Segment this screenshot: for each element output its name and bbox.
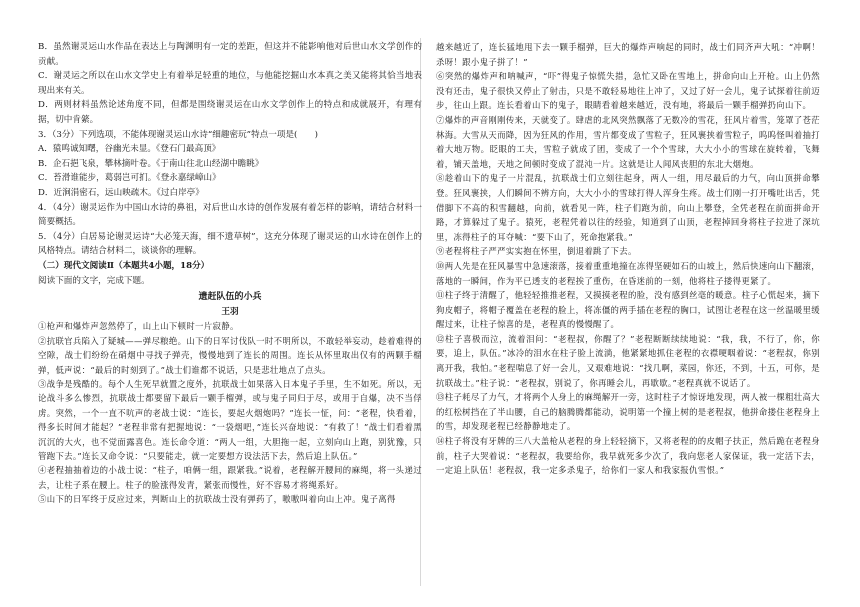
right-column: [436, 40, 820, 478]
option-b: B．虽然谢灵运山水作品在表达上与陶渊明有一定的差距，但这并不能影响他对后世山水文学创作的贡献。: [38, 42, 422, 67]
section-heading: （二）现代文阅读Ⅱ（本题共4小题，18分）: [38, 260, 210, 271]
story-paragraph: ⑪柱子终于清醒了，他轻轻推推老程，又摸摸老程的脸，没有感到丝毫的暖意。柱子心慌起来，摘下狗皮帽子，将帽子覆盖在老程的脸上，将冻僵的两手插在老程的胸口，试图让老程在这一丝温暖里缓醒过来，让柱子惊喜的是，老程真的慢慢醒了。: [436, 290, 820, 330]
option-c: C．谢灵运之所以在山水文学史上有着举足轻重的地位，与他能挖掘山水本真之美又能将其恰当地表现出来有关。: [38, 71, 422, 96]
story-paragraph: 越来越近了，连长猛地甩下去一颗手榴弹，巨大的爆炸声响起的同时，战士们同齐声大吼：“冲啊！杀呀！跟小鬼子拼了！”: [436, 42, 820, 67]
q3-option-b: B．企石挹飞泉，攀林摘叶卷。《于南山往北山经湖中瞻眺》: [38, 158, 264, 169]
story-paragraph: ⑦爆炸的声音刚刚传来，天就变了。肆虐的北风突然飘落了无数冷的雪花，狂风片着雪，笼罩了苍茫林海。大雪从天而降，因为狂风的作用，雪片都变成了雪粒子，狂风裹挟着雪粒子，呜呜怪叫着抽打着大地万物。眨眼的工夫，雪粒子就成了团，变成了一个个雪球，大大小小的雪球在旋转着，飞舞着，铺天盖地，天地之间顿时变成了混沌一片。这就是让人闻风丧胆的东北大烟炮。: [436, 114, 820, 169]
reading-instruction: 阅读下面的文字，完成下题。: [38, 275, 150, 286]
option-d: D．两则材料虽然论述角度不同，但都是围绕谢灵运在山水文学创作上的特点和成就展开，有理有据，切中肯綮。: [38, 100, 422, 125]
q3-option-a: A．猿鸣诚知曙，谷幽光未显。《登石门最高顶》: [38, 144, 221, 155]
story-title: 遗赶队伍的小兵: [198, 292, 262, 303]
question-3: 3．（3分）下列选项，不能体现谢灵运山水诗“细趣密玩”特点一项是( ): [38, 129, 318, 140]
story-paragraph: ②抗联官兵陷入了疑城——弹尽粮绝。山下的日军讨伐队一时不明所以，不敢轻举妄动，趁着难得的空隙，战士们纷纷在硝烟中寻找子弹壳，慢慢地到了连长的周围。连长从怀里取出仅有的两颗手榴弹，低声说：“最后的时刻到了。”战士们谁都不说话，只是悲壮地点了点头。: [38, 335, 422, 375]
left-column: [38, 40, 422, 507]
story-paragraph: ①枪声和爆炸声忽然停了，山上山下顿时一片寂静。: [38, 321, 239, 332]
q3-option-d: D．近涧涓密石，远山映疏木。《过白岸亭》: [38, 187, 204, 198]
story-body: [38, 319, 422, 506]
story-author: 王羽: [221, 306, 239, 317]
story-paragraph: ④老程抽抽着边的小战士说：“柱子，咱俩一组，跟紧我。”说着，老程解开腰间的麻绳，将一头递过去，让柱子系在腰上。柱子的脸涨得发青，紧张而慢性，好不容易才将绳系好。: [38, 465, 422, 490]
question-5: 5．（4分）白居易论谢灵运诗“大必笼天海，细不遗草树”，这充分体现了谢灵运的山水诗在创作上的风格特点。请结合材料二，谈谈你的理解。: [38, 231, 422, 257]
story-paragraph: ⑨老程将柱子严严实实抱在怀里，倒退着跳了下去。: [436, 246, 637, 257]
question-4: 4．（4分）谢灵运作为中国山水诗的鼻祖，对后世山水诗的创作发展有着怎样的影响，请结合材料一简要概括。: [38, 202, 422, 228]
story-paragraph: ⑩两人先是在狂风暴雪中急速滚落，接着重重地撞在冻得坚硬如石的山坡上，然后快速向山下翻滚，落地的一瞬间，作为平已透支的老程挨了重伤，在昏迷前的一刻，他将柱子搂得更紧了。: [436, 260, 820, 286]
story-paragraph: ⑬柱子耗尽了力气，才将两个人身上的麻绳解开一旁，这时柱子才惊讶地发现，两人被一棵粗壮高大的红松树挡在了半山腰，自己的脑腾腾都能动，说明第一个撞上树的是老程叔，他拼命搂住老程身上的雪，却发现老程已经静静地走了。: [436, 392, 820, 432]
story-paragraph: ⑤山下的日军终于反应过来，判断山上的抗联战士没有弹药了，嗷嗷叫着向山上冲。鬼子离得: [38, 494, 396, 505]
story-paragraph: ⑫柱子喜极而泣，流着泪问：“老程叔，你醒了？”老程断断续续地说：“我，我，不行了，你，你要，追上，队伍。”冰冷的泪水在柱子脸上流淌，他紧紧地抓住老程的衣襟哽咽着说：“老程叔，你别离开我，我怕。”老程喘息了好一会儿，又艰难地说：“找几啊，菜园，你还，不到，十五，可你，是抗联战士。”柱子说：“老程叔，别说了，你再睡会儿，再歇歇。”老程真就不说话了。: [436, 333, 820, 388]
story-paragraph: ③战争是残酷的。每个人生死早就置之度外，抗联战士如果落入日本鬼子手里，生不如死。所以，无论战斗多么惨烈，抗联战士都要留下最后一颗手榴弹，或与鬼子同归于尽，或用于自爆，决不当俘虏。突然，一个一直不吭声的老战士说：“连长，要起火烟炮吗？”连长一怔，问：“老程，快看着，得多长时间才能起？”老程非常有把握地说：“一袋烟吧，”连长兴奋地说：“有救了！”战士们看着黑沉沉的大火，也不觉面露喜色。连长命令道：“两人一组，大胆拖一起，立刻向山上跑，别犹豫，只管跑下去。”连长又命令说：“只要能走，就一定要想方设法活下去，然后追上队伍。”: [38, 378, 422, 461]
story-paragraph: ⑥突然的爆炸声和呐喊声，“吓”得鬼子惊慌失措，急忙又卧在雪地上，拼命向山上开枪。山上仍然没有还击，鬼子很快又停止了射击，只是不敢轻易地往上冲了，又过了好一会儿，鬼子试探着往前迈步，往山上跟。连长看着山下的鬼子，眼睛看着越来越近，没有地，将最后一颗手榴弹扔向山下。: [436, 71, 820, 111]
q3-option-c: C．苔滑谁能步，葛弱岂可扪。《登永嘉绿嶂山》: [38, 173, 221, 184]
story-paragraph: ⑭柱子将没有牙牌的三八大盖枪从老程的身上轻轻摘下，又将老程的的皮帽子扶正，然后跪在老程身前，柱子大哭着说：“老程叔，我要给你，我早就死多少次了，我向您老人家保证，我一定活下去，一定追上队伍！老程叔，我一定多杀鬼子，给你们一家人和我家报仇雪恨。”: [436, 436, 820, 476]
story-paragraph: ⑧趁着山下的鬼子一片混乱，抗联战士们立刻往起身，两人一组，用尽最后的力气，向山顶拼命攀登。狂风裹挟，人们瞬间不辨方向，大大小小的雪球打得人浑身生疼。战士们刚一打开嘴吐出舌，凭借脚下不高的积雪翻越，向前，就看见一阵，柱子们跑为前，向山上攀登，全凭老程在前面拼命开路，才算躲过了鬼子。猿死，老程凭着以往的经验，知道到了山顶，老程掉回身将柱子拉进了深坑里，冻得柱子的耳夺喊：“要下山了，死命抱紧我。”: [436, 173, 820, 242]
